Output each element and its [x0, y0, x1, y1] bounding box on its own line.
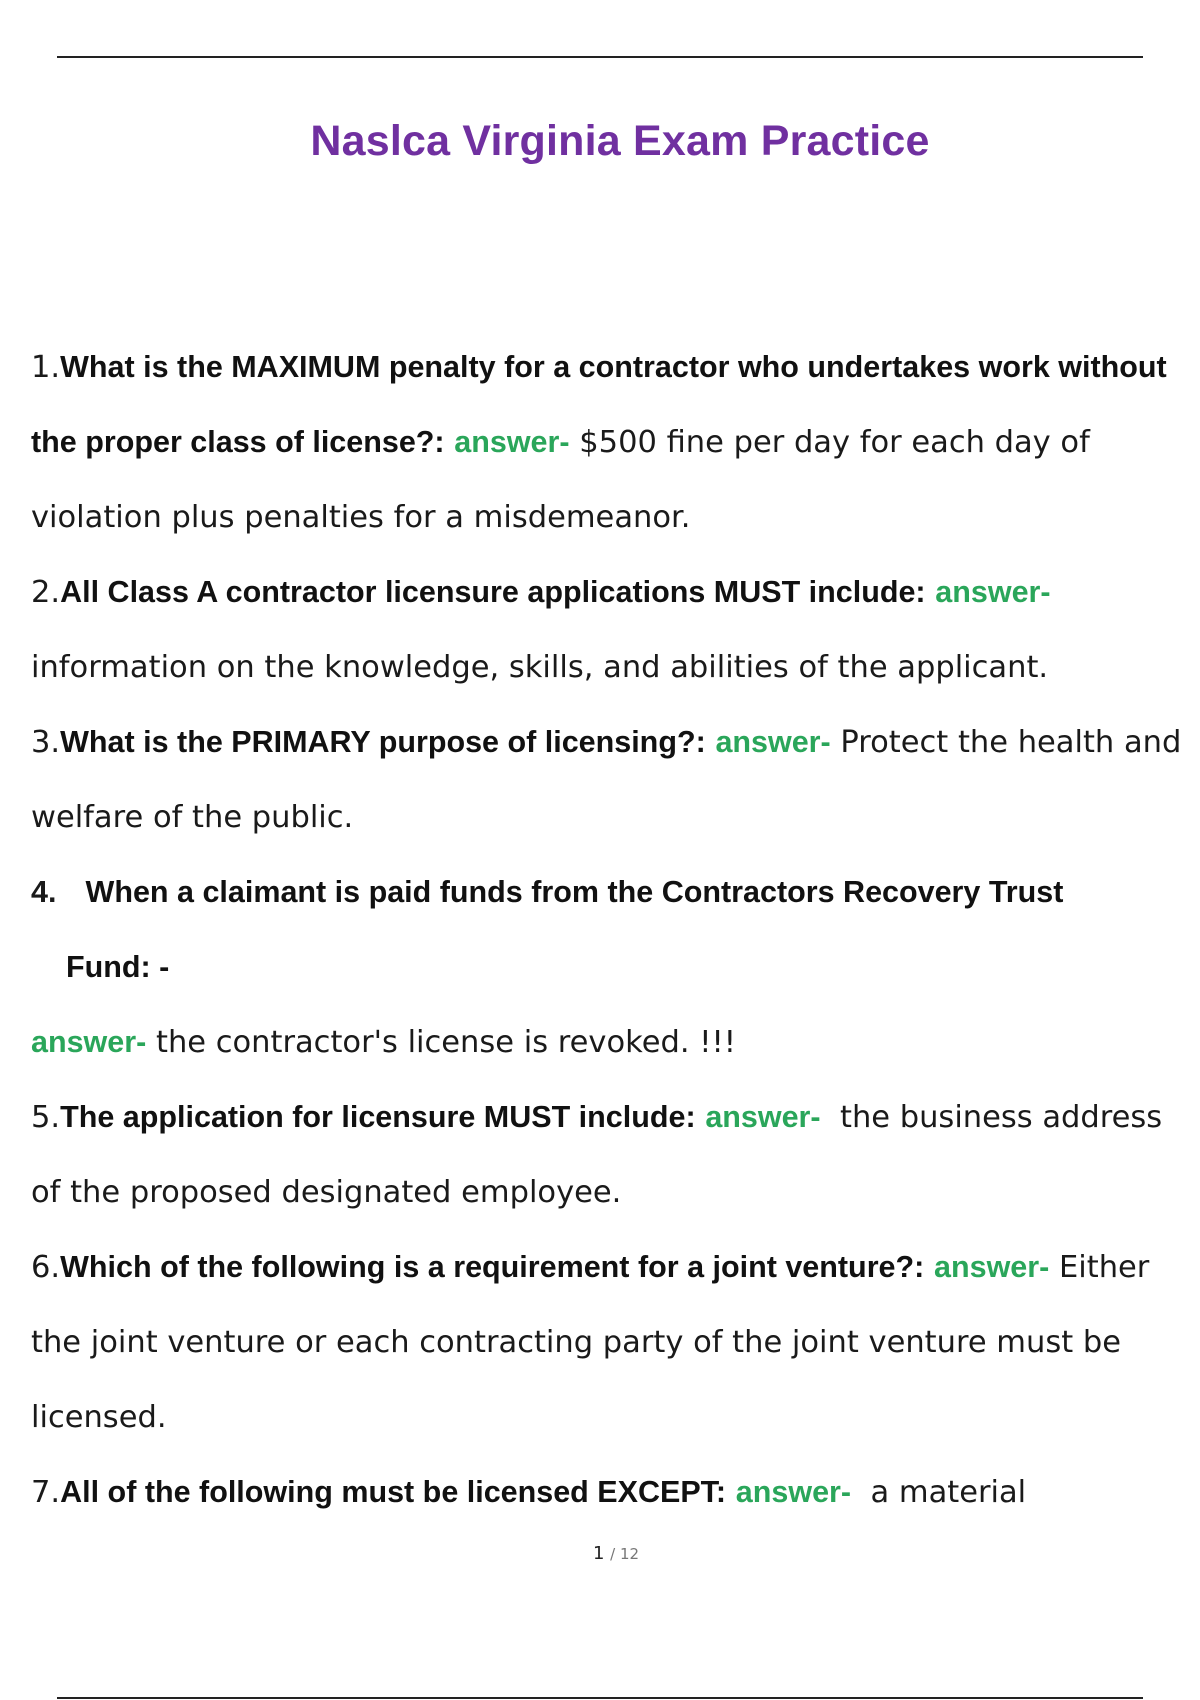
answer-label: answer-: [934, 1250, 1050, 1284]
question-number: 6.: [31, 1250, 61, 1285]
current-page: 1: [592, 1543, 605, 1564]
question-list: [31, 330, 1191, 1530]
answer-text: Either the joint venture or each contracting party of the joint venture must be licensed.: [31, 1250, 1150, 1435]
answer-text: a material: [870, 1475, 1027, 1510]
question-item-7: [31, 1455, 1191, 1530]
document-title: Naslca Virginia Exam Practice: [310, 117, 930, 165]
bottom-rule: [57, 1697, 1143, 1699]
answer-label: answer-: [715, 725, 831, 759]
question-item-5: [31, 1080, 1191, 1230]
answer-text: Protect the health and welfare of the public.: [31, 725, 1182, 835]
question-number: 7.: [31, 1475, 61, 1510]
question-number: 4.: [31, 875, 57, 909]
question-text: What is the PRIMARY purpose of licensing?:: [60, 725, 706, 759]
answer-label: answer-: [705, 1100, 821, 1134]
question-text-line-1: When a claimant is paid funds from the Contractors Recovery Trust: [85, 875, 1064, 909]
question-text: All of the following must be licensed EXCEPT:: [60, 1475, 727, 1509]
question-item-4: [31, 855, 1191, 1080]
answer-label: answer-: [935, 575, 1051, 609]
answer-label: answer-: [31, 1025, 147, 1059]
answer-text: the business address of the proposed designated employee.: [31, 1100, 1163, 1210]
answer-label: answer-: [735, 1475, 852, 1509]
question-text: What is the MAXIMUM penalty for a contractor who undertakes work without the proper class of license?:: [31, 350, 1167, 459]
question-item-2: [31, 555, 1191, 705]
question-number: 5.: [31, 1100, 61, 1135]
top-rule: [57, 56, 1143, 58]
answer-text: $500 fine per day for each day of violation plus penalties for a misdemeanor.: [31, 425, 1090, 535]
question-text: The application for licensure MUST include:: [60, 1100, 696, 1134]
question-number: 3.: [31, 725, 61, 760]
question-item-1: [31, 330, 1191, 555]
question-item-3: [31, 705, 1191, 855]
question-text-line-2: Fund: -: [66, 950, 170, 984]
question-number: 2.: [31, 575, 61, 610]
answer-label: answer-: [454, 425, 570, 459]
page-number: [0, 1543, 1200, 1564]
answer-text: information on the knowledge, skills, and abilities of the applicant.: [31, 650, 1049, 685]
question-text: Which of the following is a requirement for a joint venture?:: [60, 1250, 925, 1284]
total-pages: / 12: [610, 1545, 640, 1563]
question-number: 1.: [31, 350, 61, 385]
answer-text: the contractor's license is revoked. !!!: [155, 1025, 736, 1060]
question-text: All Class A contractor licensure applications MUST include:: [60, 575, 926, 609]
question-item-6: [31, 1230, 1191, 1455]
